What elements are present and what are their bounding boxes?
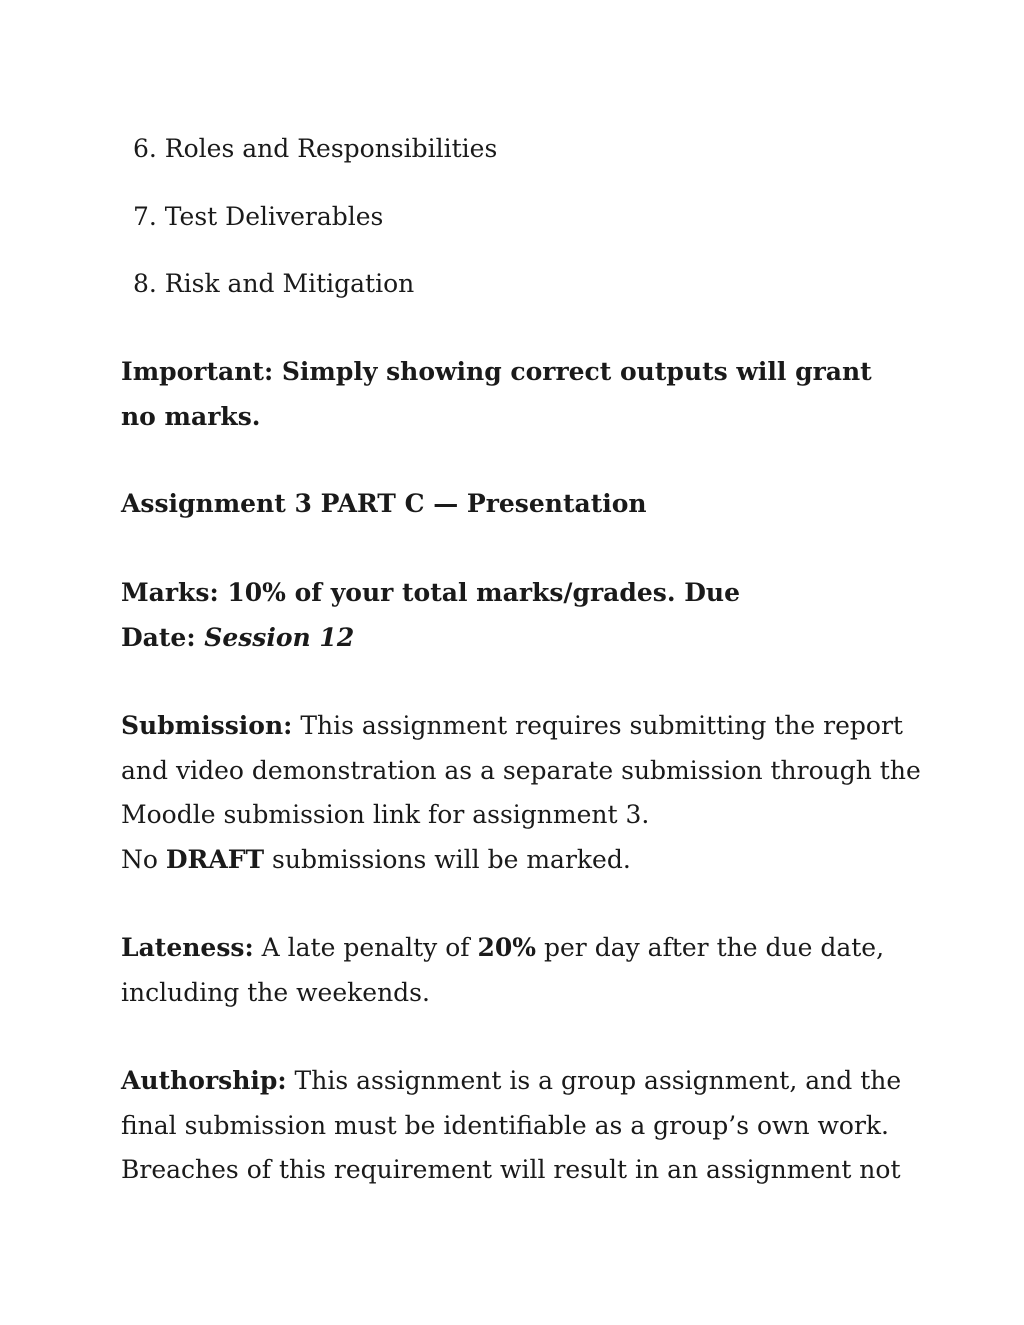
part-c-heading [121, 482, 921, 527]
authorship-line-2: final submission must be identifiable as a group’s own work. [121, 1110, 890, 1140]
authorship-line-1 [121, 1059, 921, 1104]
important-line-1: Important: Simply showing correct outputs will grant [121, 357, 872, 386]
lateness-line-2: including the weekends. [121, 977, 430, 1007]
marks-line-2 [121, 616, 921, 661]
submission-line-3: Moodle submission link for assignment 3. [121, 800, 650, 829]
part-c-title: Assignment 3 PART C — Presentation [121, 489, 647, 518]
lateness-text-1b: per day after the due date, [536, 933, 885, 962]
lateness-text-1a: A late penalty of [253, 933, 478, 962]
section-list [133, 130, 497, 333]
submission-label: Submission: [121, 711, 293, 740]
authorship-label: Authorship: [121, 1066, 287, 1095]
submission-line-2: and video demonstration as a separate submission through the [121, 755, 921, 785]
authorship-text-1: This assignment is a group assignment, and the [286, 1066, 902, 1095]
marks-info [121, 571, 921, 660]
authorship-info [121, 1059, 921, 1193]
lateness-info [121, 926, 921, 1015]
submission-text-4b: submissions will be marked. [264, 844, 631, 874]
due-date-value: Session 12 [204, 622, 355, 652]
important-line-2: no marks. [121, 401, 261, 431]
lateness-label: Lateness: [121, 933, 254, 962]
list-item: 7. Test Deliverables [133, 201, 384, 231]
submission-line-1 [121, 704, 921, 749]
list-item: 6. Roles and Responsibilities [133, 134, 498, 163]
submission-line-4 [121, 838, 921, 883]
submission-text-1: This assignment requires submitting the report [292, 711, 903, 740]
due-date-label: Date: [121, 622, 205, 652]
authorship-line-3: Breaches of this requirement will result in an assignment not [121, 1155, 901, 1184]
list-item: 8. Risk and Mitigation [133, 269, 415, 298]
submission-info [121, 704, 921, 882]
important-note [121, 350, 921, 439]
penalty-percent: 20% [477, 933, 537, 962]
draft-emphasis: DRAFT [165, 844, 265, 874]
lateness-line-1 [121, 926, 921, 971]
marks-line-1: Marks: 10% of your total marks/grades. Due [121, 578, 741, 607]
submission-text-4a: No [121, 844, 166, 874]
